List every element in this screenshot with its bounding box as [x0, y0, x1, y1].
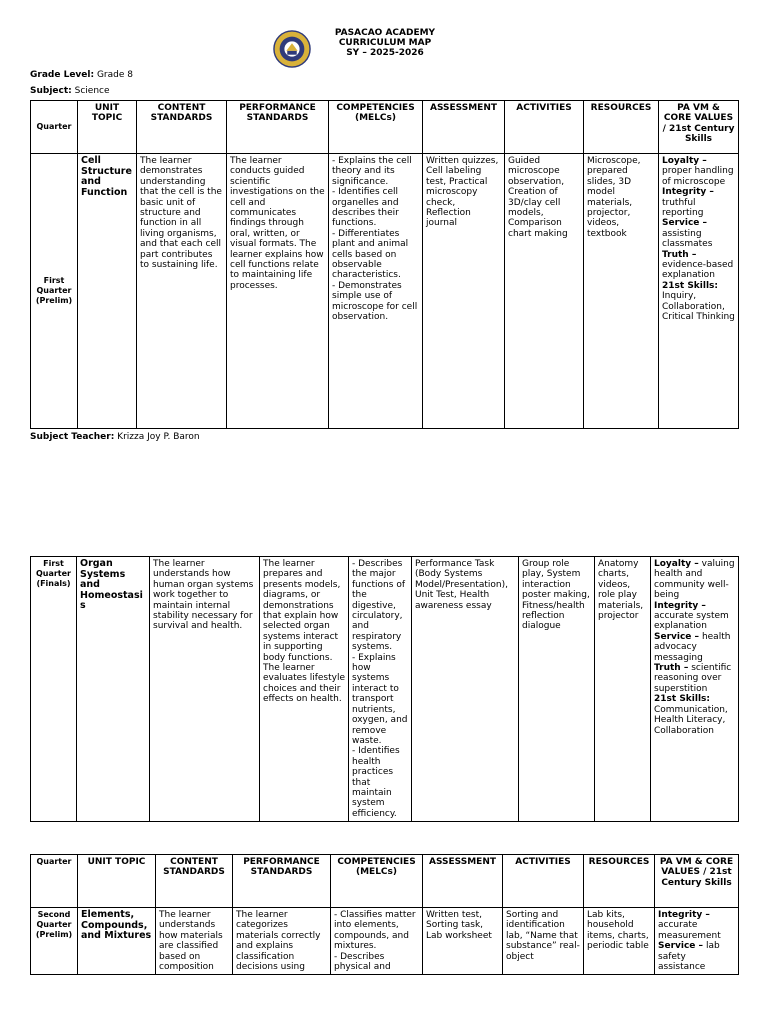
value-text: lab safety assistance: [658, 941, 720, 973]
grade-value: Grade 8: [96, 70, 133, 80]
value-entry: [654, 559, 735, 601]
assessment-cell: Written test, Sorting task, Lab worksheet: [423, 908, 503, 975]
value-text: truthful reporting: [662, 197, 704, 219]
value-label: Integrity –: [654, 600, 706, 611]
value-text: assisting classmates: [662, 228, 713, 250]
value-label: Service –: [654, 631, 700, 642]
col-unit-topic: UNIT TOPIC: [78, 101, 137, 154]
col-quarter: Quarter: [31, 855, 78, 908]
value-text: Communication, Health Literacy, Collaboration: [654, 704, 728, 736]
value-entry: [654, 601, 735, 632]
value-label: Loyalty –: [662, 156, 707, 166]
activities-cell: Group role play, System interaction poster making, Fitness/health reflection dialogue: [519, 557, 595, 822]
col-quarter: Quarter: [31, 101, 78, 154]
activities-cell: Sorting and identification lab, “Name that substance” real-object: [503, 908, 584, 975]
values-cell: [655, 908, 739, 975]
quarter-cell: Second Quarter (Prelim): [31, 908, 78, 975]
resources-cell: Lab kits, household items, charts, periodic table: [584, 908, 655, 975]
value-text: evidence-based explanation: [662, 260, 734, 281]
col-values: PA VM & CORE VALUES / 21st Century Skills: [659, 101, 739, 154]
col-resources: RESOURCES: [584, 855, 655, 908]
value-label: Integrity –: [658, 910, 710, 920]
page-header: [0, 26, 768, 66]
performance-cell: The learner prepares and presents models, diagrams, or demonstrations that explain how selected organ systems interact in supporting body functions. The learner evaluates lifestyle choices and their effects on health.: [260, 557, 349, 822]
subject: [30, 86, 110, 96]
value-entry: [658, 941, 735, 972]
subject-teacher: [30, 432, 200, 442]
value-entry: [658, 910, 735, 941]
table-header-row: [31, 855, 739, 908]
teacher-value: Krizza Joy P. Baron: [117, 432, 200, 442]
quarter-cell: First Quarter (Finals): [31, 557, 77, 822]
curriculum-table-1: [30, 100, 739, 429]
col-values: PA VM & CORE VALUES / 21st Century Skills: [655, 855, 739, 908]
value-label: Integrity –: [662, 187, 714, 198]
col-performance-standards: PERFORMANCE STANDARDS: [227, 101, 329, 154]
table-row: [31, 908, 739, 975]
subject-label: Subject:: [30, 86, 72, 96]
value-label: Truth –: [662, 249, 697, 260]
title-block: [300, 28, 470, 58]
content-cell: The learner understands how materials are classified based on composition: [156, 908, 233, 975]
value-entry: [662, 187, 735, 218]
value-entry: [654, 694, 735, 736]
content-cell: The learner demonstrates understanding that the cell is the basic unit of structure and function in all living organisms, and that each cell part contributes to sustaining life.: [137, 154, 227, 429]
value-text: proper handling of microscope: [662, 166, 734, 187]
competency-list: - Describes the major functions of the digestive, circulatory, and respiratory systems. - Explains how systems interact to transport nutrients, oxygen, and remove waste. - Identifies health practices that maintain system efficiency.: [352, 559, 408, 819]
col-content-standards: CONTENT STANDARDS: [156, 855, 233, 908]
resources-cell: Anatomy charts, videos, role play materials, projector: [595, 557, 651, 822]
value-entry: [662, 218, 735, 249]
assessment-cell: Written quizzes, Cell labeling test, Practical microscopy check, Reflection journal: [423, 154, 505, 429]
value-text: health advocacy messaging: [654, 631, 731, 663]
subject-value: Science: [74, 86, 110, 96]
competencies-cell: [331, 908, 423, 975]
table-row: [31, 557, 739, 822]
value-entry: [654, 663, 735, 694]
value-label: Truth –: [654, 663, 689, 674]
teacher-label: Subject Teacher:: [30, 432, 115, 442]
value-entry: [662, 250, 735, 281]
assessment-cell: Performance Task (Body Systems Model/Presentation), Unit Test, Health awareness essay: [412, 557, 519, 822]
performance-cell: The learner conducts guided scientific investigations on the cell and communicates findings through oral, written, or visual formats. The learner explains how cell functions relate to maintaining life processes.: [227, 154, 329, 429]
value-label: 21st Skills:: [654, 694, 710, 705]
competencies-cell: [329, 154, 423, 429]
school-name: PASACAO ACADEMY: [334, 28, 436, 38]
grade-label: Grade Level:: [30, 70, 95, 80]
grade-level: [30, 70, 133, 80]
col-activities: ACTIVITIES: [503, 855, 584, 908]
activities-cell: Guided microscope observation, Creation of 3D/clay cell models, Comparison chart making: [505, 154, 584, 429]
value-label: 21st Skills:: [662, 280, 718, 291]
topic-cell: Elements, Compounds, and Mixtures: [78, 908, 156, 975]
value-label: Service –: [662, 218, 708, 229]
col-assessment: ASSESSMENT: [423, 101, 505, 154]
curriculum-table-2: [30, 556, 739, 822]
table-header-row: [31, 101, 739, 154]
school-year: SY – 2025-2026: [346, 48, 424, 58]
col-performance-standards: PERFORMANCE STANDARDS: [233, 855, 331, 908]
value-label: Service –: [658, 941, 704, 952]
value-text: accurate measurement: [658, 920, 721, 941]
col-resources: RESOURCES: [584, 101, 659, 154]
col-unit-topic: UNIT TOPIC: [78, 855, 156, 908]
col-activities: ACTIVITIES: [505, 101, 584, 154]
value-text: valuing health and community well-being: [654, 559, 735, 601]
competencies-cell: [349, 557, 412, 822]
col-assessment: ASSESSMENT: [423, 855, 503, 908]
document-title: CURRICULUM MAP: [338, 38, 432, 48]
table-row: [31, 154, 739, 429]
value-entry: [662, 156, 735, 187]
resources-cell: Microscope, prepared slides, 3D model materials, projector, videos, textbook: [584, 154, 659, 429]
value-text: accurate system explanation: [654, 611, 729, 632]
col-content-standards: CONTENT STANDARDS: [137, 101, 227, 154]
competency-list: - Explains the cell theory and its significance. - Identifies cell organelles and describes their functions. - Differentiates plant and animal cells based on observable characteristics. - Demonstrates simple use of microscope for cell observation.: [332, 156, 418, 323]
values-cell: [659, 154, 739, 429]
value-entry: [662, 281, 735, 323]
performance-cell: The learner categorizes materials correctly and explains classification decisions using: [233, 908, 331, 975]
value-entry: [654, 632, 735, 663]
values-cell: [651, 557, 739, 822]
value-text: scientific reasoning over superstition: [654, 663, 732, 694]
value-label: Loyalty –: [654, 559, 699, 569]
content-cell: The learner understands how human organ systems work together to maintain internal stability necessary for survival and health.: [150, 557, 260, 822]
value-text: Inquiry, Collaboration, Critical Thinking: [662, 291, 735, 323]
quarter-cell: First Quarter (Prelim): [31, 154, 78, 429]
topic-cell: Cell Structure and Function: [78, 154, 137, 429]
col-competencies: COMPETENCIES (MELCs): [331, 855, 423, 908]
curriculum-table-3: [30, 854, 739, 975]
competency-list: - Classifies matter into elements, compounds, and mixtures. - Describes physical and: [334, 910, 416, 973]
col-competencies: COMPETENCIES (MELCs): [329, 101, 423, 154]
topic-cell: Organ Systems and Homeostasis: [77, 557, 150, 822]
